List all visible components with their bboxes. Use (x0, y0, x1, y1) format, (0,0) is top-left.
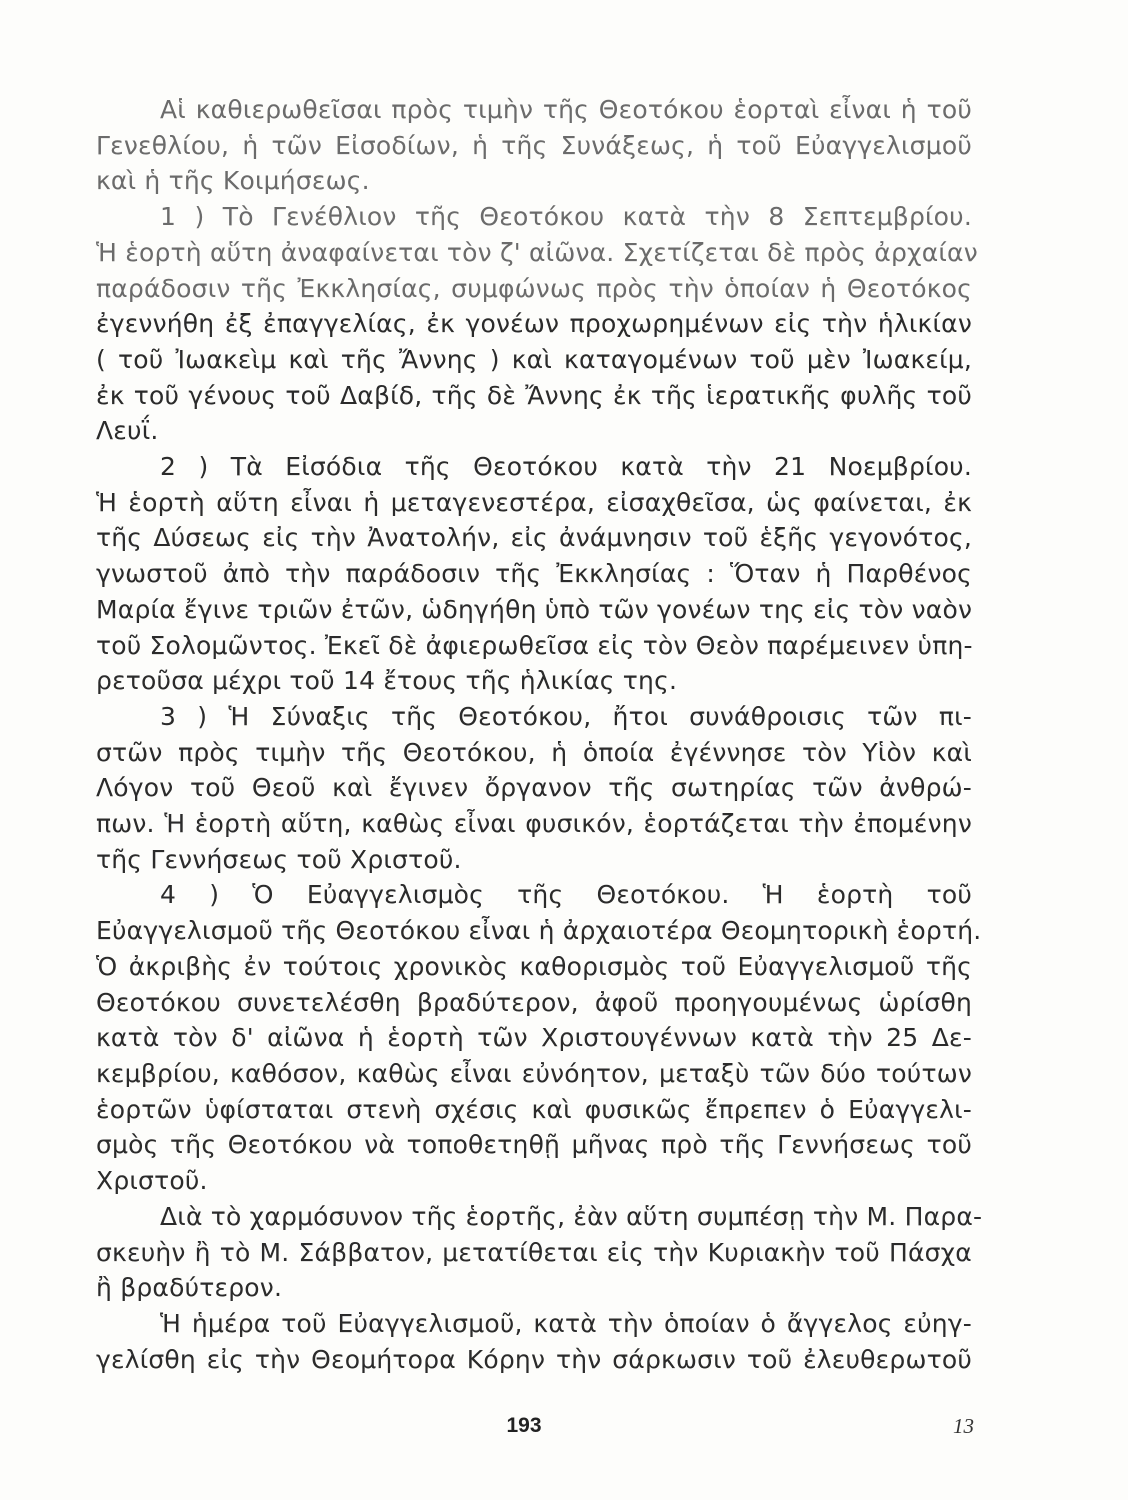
text-line: Αἱ καθιερωθεῖσαι πρὸς τιμὴν τῆς Θεοτόκου ἑορταὶ εἶναι ἡ τοῦ (160, 95, 972, 124)
text-line: Ἡ ἑορτὴ αὕτη εἶναι ἡ μεταγενεστέρα, εἰσαχθεῖσα, ὡς φαίνεται, ἐκ (96, 487, 972, 517)
text-line: γνωστοῦ ἀπὸ τὴν παράδοσιν τῆς Ἐκκλησίας : Ὅταν ἡ Παρθένος (96, 559, 972, 589)
text-line: γελίσθη εἰς τὴν Θεομήτορα Κόρην τὴν σάρκωσιν τοῦ ἐλευθερωτοῦ (96, 1344, 972, 1374)
text-line: Ἡ ἑορτὴ αὕτη ἀναφαίνεται τὸν ζ' αἰῶνα. Σχετίζεται δὲ πρὸς ἀρχαίαν (96, 237, 978, 267)
text-line: σκευὴν ἢ τὸ Μ. Σάββατον, μετατίθεται εἰς τὴν Κυριακὴν τοῦ Πάσχα (96, 1237, 972, 1267)
page-number: 193 (506, 1414, 542, 1437)
text-line: Λευΐ. (96, 416, 159, 446)
text-line: τῆς Γεννήσεως τοῦ Χριστοῦ. (96, 844, 462, 874)
text-line: ἐκ τοῦ γένους τοῦ Δαβίδ, τῆς δὲ Ἄννης ἐκ τῆς ἱερατικῆς φυλῆς τοῦ (96, 380, 972, 410)
text-line: Μαρία ἔγινε τριῶν ἐτῶν, ὡδηγήθη ὑπὸ τῶν γονέων της εἰς τὸν ναὸν (96, 594, 973, 624)
section-heading-eisodia: 2 ) Τὰ Εἰσόδια τῆς Θεοτόκου κατὰ τὴν 21 Νοεμβρίου. (160, 452, 972, 482)
text-line: Χριστοῦ. (96, 1166, 208, 1196)
text-line: Εὐαγγελισμοῦ τῆς Θεοτόκου εἶναι ἡ ἀρχαιοτέρα Θεομητορικὴ ἑορτή. (96, 916, 982, 946)
text-line: ἐγεννήθη ἐξ ἐπαγγελίας, ἐκ γονέων προχωρημένων εἰς τὴν ἡλικίαν (96, 309, 972, 339)
text-line: παράδοσιν τῆς Ἐκκλησίας, συμφώνως πρὸς τὴν ὁποίαν ἡ Θεοτόκος (96, 273, 972, 303)
text-line: τῆς Δύσεως εἰς τὴν Ἀνατολήν, εἰς ἀνάμνησιν τοῦ ἑξῆς γεγονότος, (96, 523, 972, 553)
text-line: Γενεθλίου, ἡ τῶν Εἰσοδίων, ἡ τῆς Συνάξεως, ἡ τοῦ Εὐαγγελισμοῦ (96, 130, 972, 160)
text-line: Διὰ τὸ χαρμόσυνον τῆς ἑορτῆς, ἐὰν αὕτη συμπέσῃ τὴν Μ. Παρα- (160, 1201, 983, 1231)
text-line: στῶν πρὸς τιμὴν τῆς Θεοτόκου, ἡ ὁποία ἐγέννησε τὸν Υἱὸν καὶ (96, 737, 972, 767)
text-line: κατὰ τὸν δ' αἰῶνα ἡ ἑορτὴ τῶν Χριστουγέννων κατὰ τὴν 25 Δε- (96, 1023, 972, 1053)
text-line: ἑορτῶν ὑφίσταται στενὴ σχέσις καὶ φυσικῶς ἔπρεπεν ὁ Εὐαγγελι- (96, 1094, 972, 1124)
text-line: πων. Ἡ ἑορτὴ αὕτη, καθὼς εἶναι φυσικόν, ἑορτάζεται τὴν ἐπομένην (96, 809, 972, 839)
text-line: σμὸς τῆς Θεοτόκου νὰ τοποθετηθῇ μῆνας πρὸ τῆς Γεννήσεως τοῦ (96, 1130, 972, 1160)
text-line: ρετοῦσα μέχρι τοῦ 14 ἔτους τῆς ἡλικίας της. (96, 666, 678, 696)
signature-mark: 13 (953, 1414, 974, 1438)
page-body (96, 92, 983, 1377)
text-line: τοῦ Σολομῶντος. Ἐκεῖ δὲ ἀφιερωθεῖσα εἰς τὸν Θεὸν παρέμεινεν ὑπη- (96, 630, 973, 660)
text-line: Ὁ ἀκριβὴς ἐν τούτοις χρονικὸς καθορισμὸς τοῦ Εὐαγγελισμοῦ τῆς (96, 951, 972, 981)
section-heading-genethlion: 1 ) Τὸ Γενέθλιον τῆς Θεοτόκου κατὰ τὴν 8 Σεπτεμβρίου. (160, 202, 972, 232)
text-line: ( τοῦ Ἰωακεὶμ καὶ τῆς Ἄννης ) καὶ καταγομένων τοῦ μὲν Ἰωακείμ, (96, 344, 972, 374)
text-line: κεμβρίου, καθόσον, καθὼς εἶναι εὐνόητον, μεταξὺ τῶν δύο τούτων (96, 1058, 972, 1088)
text-line: ἢ βραδύτερον. (96, 1273, 283, 1303)
text-line: καὶ ἡ τῆς Κοιμήσεως. (96, 166, 370, 196)
section-heading-evangelismos: 4 ) Ὁ Εὐαγγελισμὸς τῆς Θεοτόκου. Ἡ ἑορτὴ τοῦ (160, 880, 972, 910)
text-line: Ἡ ἡμέρα τοῦ Εὐαγγελισμοῦ, κατὰ τὴν ὁποίαν ὁ ἄγγελος εὐηγ- (160, 1308, 972, 1338)
text-line: Λόγον τοῦ Θεοῦ καὶ ἔγινεν ὄργανον τῆς σωτηρίας τῶν ἀνθρώ- (96, 773, 972, 803)
text-line: Θεοτόκου συνετελέσθη βραδύτερον, ἀφοῦ προηγουμένως ὡρίσθη (96, 987, 972, 1017)
section-heading-synaxis: 3 ) Ἡ Σύναξις τῆς Θεοτόκου, ἤτοι συνάθροισις τῶν πι- (160, 701, 972, 731)
